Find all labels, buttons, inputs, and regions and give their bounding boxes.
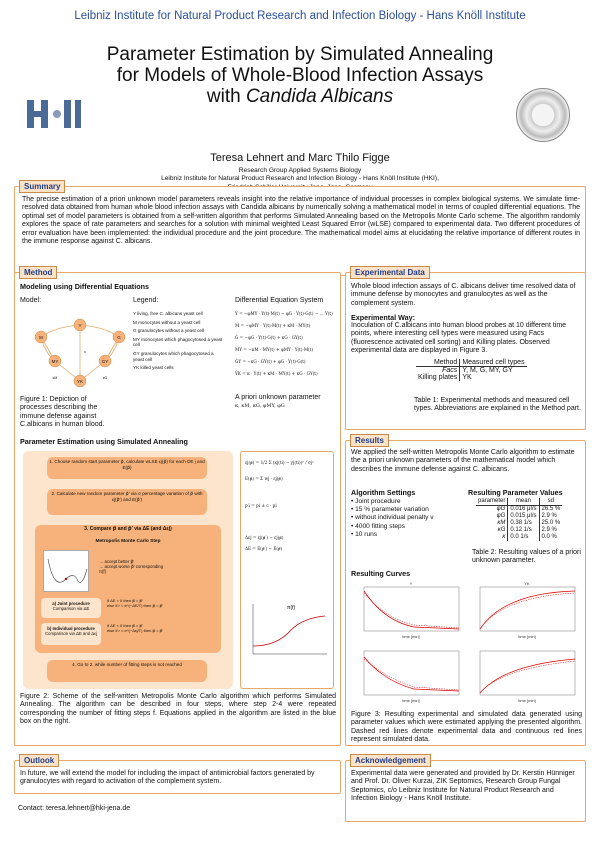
table1-caption: Table 1: Experimental methods and measured cell types. Abbreviations are explained in the Method part. [414,397,581,413]
fig2-caption: Figure 2: Scheme of the self-written Metropolis Monte Carlo algorithm which performs Simulated Annealing. The algorithm can be described in four steps, where step 2-4 were repeated corresponding the number of fitting steps f. Equations applied in the algorithm are listed in the blue box on the right. [20,693,336,726]
svg-text:YK: YK [76,379,84,384]
joint-procedure: a) Joint procedure Comparison via ΔE [41,598,101,618]
authors: Teresa Lehnert and Marc Thilo Figge [210,152,390,164]
experimental-way-text: Inoculation of C.albicans into human blood probes at 10 different time points, where interesting cell types were measured using Facs (fluorescence activated cell sorting) and Killing plates. Observed experimental data are displayed in Figure 3. [351,322,567,355]
algo-list: • Joint procedure • 15 % parameter variation • without individual penalty ν • 4000 fitting steps • 10 runs [351,498,434,538]
method-heading-sa: Parameter Estimation using Simulated Annealing [20,437,188,446]
method-box [14,268,341,746]
individual-rules: if ΔE < 0 then p⃗ = p⃗′ else if r < e^(−Δεj/T) then p⃗ = p⃗′ [107,623,163,633]
svg-text:κG: κG [102,376,108,380]
svg-text:time [min]: time [min] [518,634,536,639]
results-box [345,436,586,746]
svg-text:G: G [117,335,121,340]
affiliation: Research Group Applied Systems Biology Leibniz Institute for Natural Product Research and Infection Biology - Hans Knöll Institute (HKI), [161,167,439,183]
plot-y [364,581,459,639]
step-4: 4. Go to 2. while number of fitting steps is not reached [47,660,207,682]
svg-text:Y: Y [409,581,413,586]
summary-text: The precise estimation of a priori unknown model parameters reveals insight into the relative importance of individual processes in complex biological systems. We simulate time-resolved data obtained from human whole blood infection assays with Candida albicans by numerically solving a mathematical model in terms of coupled differential equations. The optimal set of model parameters is obtained from a self-written algorithm that performs Simulated Annealing based on the Metropolis Monte Carlo scheme. The algorithm randomly explores the space of rate parameters and searches for a solution with minimal weighted Least Squared Error (wLSE) compared to experimental data. Two different procedures of error evaluation have been implemented: the individual procedure and the joint procedure. The mathematical model aims at elucidating the relative importance of different routes in the immune response against C. albicans. [22,196,580,246]
fig1-caption: Figure 1: Depiction of processes describing the immune defense against C.albicans in human blood. [20,396,105,429]
svg-text:YK: YK [524,581,530,586]
energy-plot [43,550,89,592]
step-3: 3. Compare p⃗ and p⃗′ via ΔE (and Δεj) Metropolis Monte Carlo Step [35,525,221,653]
ack-box [345,756,586,822]
svg-text:κ: κ [84,350,86,354]
model-diagram [25,313,135,393]
outlook-box [14,756,341,794]
results-plots [354,581,580,711]
poster-title: Parameter Estimation by Simulated Annealing for Models of Whole-Blood Infection Assays with Candida Albicans [106,44,494,107]
curves-title: Resulting Curves [351,569,411,578]
legend-col-title: Legend: [133,297,159,304]
results-intro: We applied the self-written Metropolis Monte Carlo algorithm to estimate the a priori unknown parameters of the mathematical model which describes the immune defense against C. albicans. [351,449,575,473]
summary-label: Summary [19,180,65,193]
unknown-param-list: κ, κM, κG, φMY, φG [235,403,285,409]
outlook-text: In future, we will extend the model for including the impact of antimicrobial factors generated by granulocytes with regard to activation of the complement system. [20,770,315,786]
step-2: 2. Calculate new random parameter p⃗′ via σ percentage variation of p⃗ with εj(p⃗′) and E(p⃗′) [47,489,207,515]
experimental-way-title: Experimental Way: [351,313,416,322]
method-label: Method [19,266,57,279]
formula-box: εj(p⃗) = 1/2 Σ (xj(ti) − yj(ti))² / σj² E(p⃗) = Σ wj · εj(p⃗) p′i = pi ± c · pi Δεj = εj(p⃗′) − εj(p⃗) ΔE = E(p⃗′) − E(p⃗) π(f) [240,451,334,689]
experimental-box [345,268,586,430]
results-label: Results [350,434,389,447]
plot-yk [480,581,575,639]
svg-text:Y: Y [78,323,82,328]
svg-text:π(f): π(f) [287,605,296,611]
plot-4 [480,651,575,703]
institute-name: Leibniz Institute for Natural Product Research and Infection Biology - Hans Knöll Institute [74,10,526,22]
method-heading-de: Modeling using Differential Equations [20,282,149,291]
contact: Contact: teresa.lehnert@hki-jena.de [18,805,131,812]
svg-text:time [min]: time [min] [402,698,420,703]
plot-3 [364,651,459,703]
algo-title: Algorithm Settings [351,488,416,497]
svg-text:time [min]: time [min] [518,698,536,703]
metro-rules: → accept better p⃗′ → accept worse p⃗′ corresponding π(f) [99,559,163,574]
legend-list: Y living, free C. albicans yeast cell M monocytes without a yeast cell G granulocytes without a yeast cell MY monocytes which phagocytosed a yeast cell GY granulocytes which phagocytosed a yeast cell YK killed yeast cells [133,311,223,371]
fig3-caption: Figure 3: Resulting experimental and simulated data generated using parameter values which were estimated applying the presented algorithm. Dashed red lines denote experimental data and continuous red lines represent simulated data. [351,711,582,744]
joint-rules: if ΔE < 0 then p⃗ = p⃗′ else if r < e^(−ΔE/T) then p⃗ = p⃗′ [107,598,163,608]
unknown-param-title: A priori unknown parameter [235,394,321,401]
svg-text:GY: GY [101,359,109,364]
experimental-label: Experimental Data [350,266,430,279]
table-2: parameter mean sd φG 0.016 μl/s 26.5 % φG 0.015 μl/s 2.9 % κM 0.38 1/s 25.0 % κG 0.12 1/s 2.9 % κ 0.0 1/s 0.0 % [478,498,561,540]
pi-curve-plot [247,600,329,662]
svg-text:MY: MY [51,359,59,364]
ack-label: Acknowledgement [350,754,431,767]
model-col-title: Model: [20,297,42,304]
svg-text:κM: κM [52,376,58,380]
outlook-label: Outlook [19,754,59,767]
svg-text:M: M [39,335,43,340]
svg-text:time [min]: time [min] [402,634,420,639]
table2-caption: Table 2: Resulting values of a priori unknown parameter. [472,549,581,565]
individual-procedure: b) Individual procedure Comparison via ΔE and Δεj [41,623,101,645]
experimental-intro: Whole blood infection assays of C. albicans deliver time resolved data of immune defense by monocytes and granulocytes as well as the complement system. [351,283,576,307]
ack-text: Experimental data were generated and provided by Dr. Kerstin Hünniger and Prof. Dr. Oliver Kurzai, ZIK Septomics, Research Group Fungal Septomics, c/o Leibniz Institute for Natural Product Research and Infection Biology - Hans Knöll Institute. [351,770,575,803]
summary-box [14,182,586,276]
step-1: 1. Choose random start parameter p⃗, calculate wLSE εj(p⃗) for each DE j and E(p⃗) [47,457,207,479]
table-1: Method Measured cell types Facs Y, M, G, MY, GY Killing plates YK [418,359,525,381]
des-col-title: Differential Equation System [235,297,324,304]
equation-system: Ẏ = −φMY · Y(t)·M(t) − φG · Y(t)·G(t) − ... Y(t) Ṁ = −φMY · Y(t)·M(t) + κM · MY(t) Ġ = −φG · Y(t)·G(t) + κG · GY(t) ṀY = −κM · MY(t) + φMY · Y(t)·M(t) ĠY = −κG · GY(t) + φG · Y(t)·G(t) ẎK = κ · Y(t) + κM · MY(t) + κG · GY(t) [235,311,333,376]
param-title: Resulting Parameter Values [468,488,563,497]
